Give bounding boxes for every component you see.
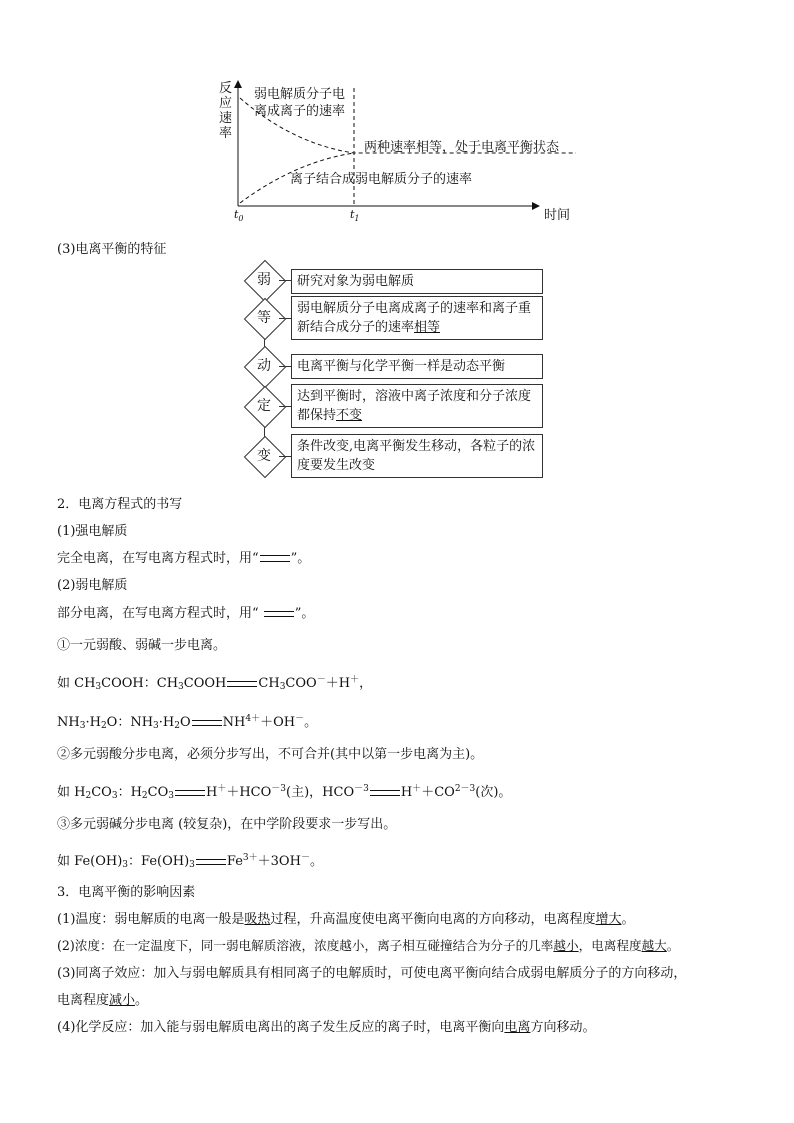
- strong-electrolyte-title: (1)强电解质: [57, 524, 128, 539]
- connector: [279, 406, 291, 407]
- diamond-weak-label: 弱: [257, 272, 271, 288]
- connector: [279, 456, 291, 457]
- y-axis-arrow: [234, 80, 242, 88]
- rule-polyprotic: ②多元弱酸分步电离，必须分步写出，不可合并(其中以第一步电离为主)。: [57, 747, 484, 762]
- equation-carbonic-acid: 如 $H_2CO_3$：$H_2CO_3$ $H^++HCO^{-3}$(主)，$HCO^{-3}$ $H^++CO^{2-3}$(次)。: [57, 784, 512, 801]
- feature-equal-box: 弱电解质分子电离成离子的速率和离子重新结合成分子的速率相等: [291, 296, 543, 340]
- diamond-change-label: 变: [257, 448, 271, 464]
- feature-dynamic-box: 电离平衡与化学平衡一样是动态平衡: [291, 354, 543, 379]
- reversible-arrow-icon: [192, 719, 222, 727]
- ionize-label-line2: 离成离子的速率: [254, 104, 346, 119]
- rate-time-graph: [210, 78, 590, 228]
- factors-title: 3．电离平衡的影响因素: [57, 885, 196, 900]
- equal-state-label: 两种速率相等，处于电离平衡状态: [364, 140, 560, 155]
- equals-arrow-icon: [260, 555, 290, 562]
- x-axis-label: 时间: [544, 208, 571, 223]
- equation-iron-hydroxide: 如 $Fe(OH)_3$：$Fe(OH)_3$ $Fe^{3+}+3OH^-$。: [57, 853, 323, 870]
- factor-temperature: (1)温度：弱电解质的电离一般是吸热过程，升高温度使电离平衡向电离的方向移动，电离程度增大。: [57, 912, 635, 927]
- connector: [279, 280, 291, 281]
- diamond-fixed-label: 定: [257, 398, 271, 414]
- t0-label: $t_0$: [234, 208, 244, 223]
- equation-ammonia: $NH_3\cdot H_2O$：$NH_3\cdot H_2O$ $NH^{4+}+OH^-$。: [57, 714, 318, 731]
- section2-title: 2．电离方程式的书写: [57, 497, 183, 512]
- t1-label: $t_1$: [350, 208, 360, 223]
- features-diagram: [244, 266, 554, 478]
- y-axis-label-3: 速: [219, 111, 233, 126]
- reversible-arrow-icon: [227, 680, 257, 688]
- weak-electrolyte-title: (2)弱电解质: [57, 578, 128, 593]
- features-title: (3)电离平衡的特征: [57, 242, 167, 257]
- weak-electrolyte-text: 部分电离，在写电离方程式时，用“ ”。: [57, 606, 315, 621]
- combine-label: 离子结合成弱电解质分子的速率: [290, 172, 473, 187]
- diamond-dynamic-label: 动: [257, 358, 271, 374]
- ionize-label-line1: 弱电解质分子电: [254, 87, 346, 102]
- feature-weak-box: 研究对象为弱电解质: [291, 269, 543, 294]
- connector: [279, 318, 291, 319]
- factor-common-ion-cont: 电离程度减小。: [57, 993, 149, 1008]
- equation-acetic-acid: 如 $CH_3COOH$：$CH_3COOH$ $CH_3COO^-+H^+$，: [57, 675, 373, 692]
- strong-electrolyte-text: 完全电离，在写电离方程式时，用“ ”。: [57, 551, 311, 566]
- reversible-arrow-icon: [175, 789, 205, 797]
- rule-monoprotic: ①一元弱酸、弱碱一步电离。: [57, 638, 227, 653]
- diamond-equal-label: 等: [257, 310, 271, 326]
- reversible-arrow-icon: [264, 610, 294, 618]
- y-axis-label-2: 应: [219, 96, 233, 111]
- reversible-arrow-icon: [196, 858, 226, 866]
- factor-common-ion: (3)同离子效应：加入与弱电解质具有相同离子的电解质时，可使电离平衡向结合成弱电解质分子的方向移动，: [57, 966, 687, 981]
- rule-polybasic: ③多元弱碱分步电离 (较复杂)，在中学阶段要求一步写出。: [57, 817, 397, 832]
- feature-fixed-box: 达到平衡时，溶液中离子浓度和分子浓度都保持不变: [291, 384, 543, 428]
- x-axis-arrow: [532, 202, 540, 210]
- factor-chemical-reaction: (4)化学反应：加入能与弱电解质电离出的离子发生反应的离子时，电离平衡向电离方向移动。: [57, 1020, 596, 1035]
- connector: [279, 366, 291, 367]
- feature-change-box: 条件改变,电离平衡发生移动，各粒子的浓度要发生改变: [291, 434, 543, 478]
- factor-concentration: (2)浓度：在一定温度下，同一弱电解质溶液，浓度越小，离子相互碰撞结合为分子的几率越小，电离程度越大。: [57, 938, 680, 953]
- y-axis-label-1: 反: [219, 81, 233, 96]
- reversible-arrow-icon: [370, 789, 400, 797]
- y-axis-label-4: 率: [219, 126, 233, 141]
